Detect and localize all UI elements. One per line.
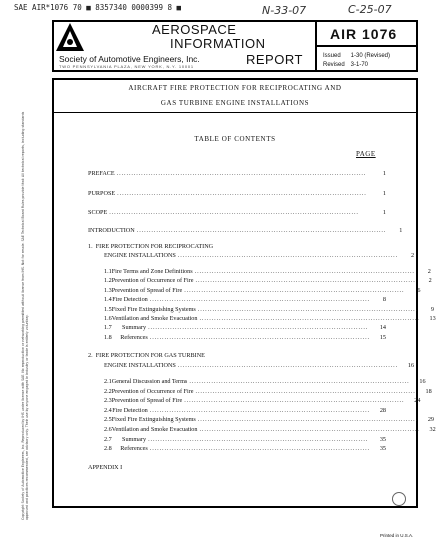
revised-value: 3-1-70 xyxy=(350,62,369,68)
toc-subentry: 2.3 Prevention of Spread of Fire .......................................................................................... 24 xyxy=(104,397,421,405)
toc-subentry-number: 2.3 xyxy=(104,397,112,405)
toc-subentry-page: 16 xyxy=(419,378,426,385)
toc-subentry-label: Fire Terms and Zone Definitions xyxy=(111,268,193,275)
toc-subentry-number: 2.5 xyxy=(104,416,112,424)
toc-subentry-page: 15 xyxy=(379,333,386,341)
toc-subentry-page: 13 xyxy=(429,315,436,322)
header-title-line3: REPORT xyxy=(246,52,303,67)
toc-subentry-number: 2.6 xyxy=(104,426,112,433)
toc-entry-preface: PREFACE ...................................................................................................... 1 xyxy=(88,170,386,177)
toc-subentry-page: 35 xyxy=(379,445,386,453)
toc-subentry-label: References xyxy=(120,333,148,341)
issued-label: Issued xyxy=(323,53,341,59)
toc-subentry: 2.6 Ventilation and Smoke Evacuation .......................................................................................... 32 xyxy=(104,426,436,433)
toc-subentry: 1.6 Ventilation and Smoke Evacuation .......................................................................................... 13 xyxy=(104,315,436,322)
toc-subentry-number: 2.7 xyxy=(104,435,112,443)
toc-subentry: 1.5 Fixed Fire Extinguishing Systems .......................................................................................... 9 xyxy=(104,305,435,313)
org-address: TWO PENNSYLVANIA PLAZA, NEW YORK, N.Y. 10001 xyxy=(59,64,194,69)
toc-subentry-label: References xyxy=(120,445,148,453)
document-title-line2: GAS TURBINE ENGINE INSTALLATIONS xyxy=(160,99,310,107)
toc-entry-purpose: PURPOSE ...................................................................................................... 1 xyxy=(88,190,386,197)
header-title-line1: AEROSPACE xyxy=(152,22,237,37)
toc-subentry: 2.8 References .......................................................................................... 35 xyxy=(104,445,386,453)
toc-subentry-number: 1.4 xyxy=(104,296,112,304)
revised-label: Revised xyxy=(323,62,345,68)
toc-heading: TABLE OF CONTENTS xyxy=(194,135,276,143)
section1-heading-line2: ENGINE INSTALLATIONS .......................................................................................... 2 xyxy=(104,252,415,259)
toc-subentry-label: Ventilation and Smoke Evacuation xyxy=(111,426,198,433)
scan-header-line: SAE AIR*1076 70 ■ 8357340 0000399 8 ■ xyxy=(14,3,182,12)
toc-subentry-number: 1.6 xyxy=(104,315,112,322)
toc-subentry: 1.8 References .......................................................................................... 15 xyxy=(104,333,386,341)
issue-dates xyxy=(323,52,390,70)
toc-subentry: 1.1 Fire Terms and Zone Definitions .......................................................................................... 2 xyxy=(104,268,431,275)
handwritten-note-right: C-25-07 xyxy=(348,3,392,16)
section2-heading-line2: ENGINE INSTALLATIONS .......................................................................................... 16 xyxy=(104,362,415,369)
toc-subentry-number: 2.1 xyxy=(104,378,112,385)
header-divider xyxy=(315,22,317,72)
toc-subentry-number: 2.2 xyxy=(104,387,112,395)
issued-value: 1-30 (Revised) xyxy=(350,53,391,59)
toc-appendix: APPENDIX I xyxy=(88,464,123,471)
toc-subentry-page: 8 xyxy=(382,296,386,304)
corner-stamp-icon xyxy=(392,492,406,506)
toc-subentry: 2.4 Fire Detection .......................................................................................... 28 xyxy=(104,406,386,414)
toc-subentry: 1.4 Fire Detection .......................................................................................... 8 xyxy=(104,296,386,304)
toc-subentry-page: 2 xyxy=(428,277,432,285)
header-rule xyxy=(317,45,416,47)
toc-subentry: 1.7 Summary .......................................................................................... 14 xyxy=(104,324,386,332)
title-rule xyxy=(54,112,416,113)
toc-subentry-number: 1.3 xyxy=(104,286,112,294)
toc-subentry-page: 6 xyxy=(417,286,421,294)
header-title-line2: INFORMATION xyxy=(170,36,266,51)
toc-subentry-number: 1.5 xyxy=(104,305,112,313)
org-name: Society of Automotive Engineers, Inc. xyxy=(59,54,200,64)
toc-subentry-page: 9 xyxy=(430,305,435,313)
toc-subentry-number: 1.7 xyxy=(104,324,112,332)
toc-subentry-page: 18 xyxy=(425,387,432,395)
toc-subentry: 2.2 Prevention of Occurrence of Fire .......................................................................................... 18 xyxy=(104,387,432,395)
handwritten-note-left: N-33-07 xyxy=(262,4,307,17)
toc-subentry-label: Summary xyxy=(122,324,147,332)
toc-subentry-label: Summary xyxy=(122,435,147,443)
toc-page-column-header: PAGE xyxy=(356,150,376,158)
toc-subentry-label: Fixed Fire Extinguishing Systems xyxy=(111,305,196,313)
toc-subentry-page: 2 xyxy=(427,268,431,275)
toc-subentry-page: 28 xyxy=(379,406,386,414)
toc-subentry: 1.2 Prevention of Occurrence of Fire .......................................................................................... 2 xyxy=(104,277,432,285)
toc-subentry-label: Fire Detection xyxy=(112,406,148,414)
document-title-line1: AIRCRAFT FIRE PROTECTION FOR RECIPROCATING AND xyxy=(128,84,342,92)
toc-subentry-page: 24 xyxy=(414,397,421,405)
toc-subentry: 2.5 Fixed Fire Extinguishing Systems .......................................................................................... 29 xyxy=(104,416,435,424)
toc-subentry-label: Prevention of Occurrence of Fire xyxy=(111,387,194,395)
toc-subentry-page: 35 xyxy=(379,435,386,443)
toc-subentry-label: Fire Detection xyxy=(112,296,148,304)
toc-subentry: 1.3 Prevention of Spread of Fire .......................................................................................... 6 xyxy=(104,286,421,294)
toc-subentry-number: 2.4 xyxy=(104,406,112,414)
toc-entry-introduction: INTRODUCTION ...................................................................................................... 1 xyxy=(88,227,403,234)
toc-subentry-label: General Discussion and Terms xyxy=(111,378,188,385)
sae-logo-icon xyxy=(55,22,85,54)
document-number: AIR 1076 xyxy=(330,26,398,42)
section2-heading: 2. FIRE PROTECTION FOR GAS TURBINE xyxy=(88,352,205,359)
toc-subentry-number: 1.1 xyxy=(104,268,112,275)
printed-in-usa: Printed in U.S.A. xyxy=(380,533,414,538)
toc-subentry-page: 14 xyxy=(379,324,386,332)
toc-subentry-label: Prevention of Spread of Fire xyxy=(111,397,183,405)
toc-subentry: 2.7 Summary .......................................................................................... 35 xyxy=(104,435,386,443)
toc-entry-scope: SCOPE ...................................................................................................... 1 xyxy=(88,209,386,216)
toc-subentry-number: 2.8 xyxy=(104,445,112,453)
side-copyright-notice: Copyright Society of Automotive Engineers, Inc. Reproduced by IHS under license with SAE. No reproduction or networking permitted without license from IHS. Not for resale. SAE Technical Board Rules provide that: All technical reports, including standards approved and practices recommended, are advisory only. Their use by anyone engaged in industry or trade is entirely voluntary. xyxy=(21,111,29,520)
toc-subentry-label: Fixed Fire Extinguishing Systems xyxy=(111,416,196,424)
toc-subentry-label: Ventilation and Smoke Evacuation xyxy=(111,315,198,322)
toc-subentry-page: 32 xyxy=(429,426,436,433)
toc-subentry: 2.1 General Discussion and Terms .......................................................................................... 16 xyxy=(104,378,426,385)
toc-subentry-page: 29 xyxy=(427,416,435,424)
toc-subentry-label: Prevention of Spread of Fire xyxy=(111,286,183,294)
section1-heading: 1. FIRE PROTECTION FOR RECIPROCATING xyxy=(88,243,214,250)
toc-subentry-number: 1.2 xyxy=(104,277,112,285)
toc-subentry-label: Prevention of Occurrence of Fire xyxy=(111,277,194,285)
toc-subentry-number: 1.8 xyxy=(104,333,112,341)
